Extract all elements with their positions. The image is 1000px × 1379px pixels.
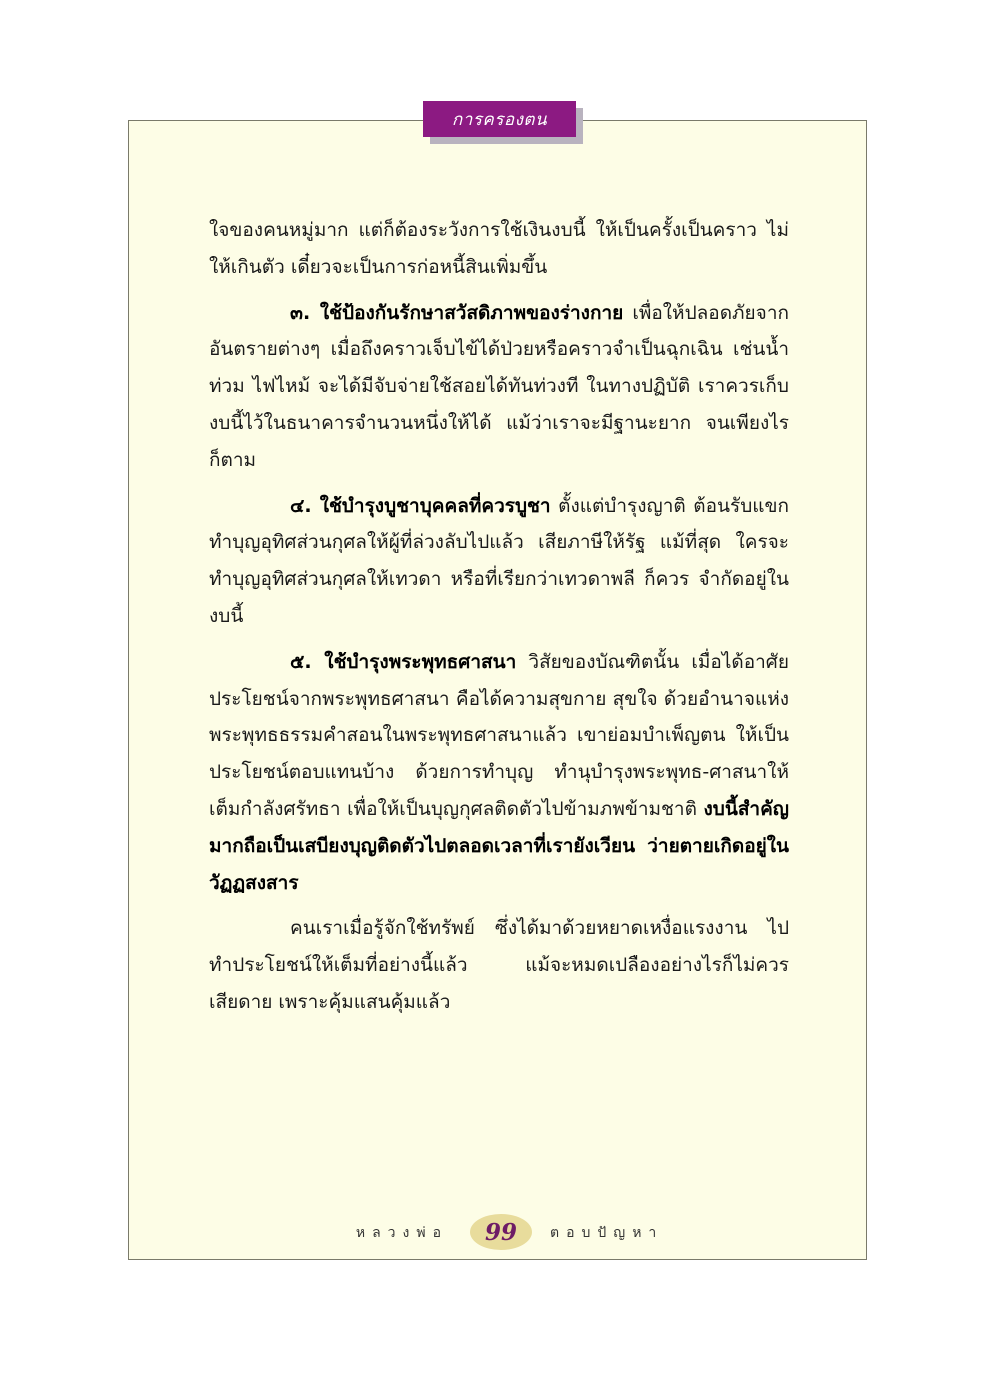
item-3-text: เพื่อให้ปลอดภัยจากอันตรายต่างๆ เมื่อถึงคราวเจ็บไข้ได้ป่วยหรือคราวจำเป็นฉุกเฉิน เช่นน้ำท่วม ไฟไหม้ จะได้มีจับจ่ายใช้สอยได้ทันท่วงที ในทางปฏิบัติ เราควรเก็บงบนี้ไว้ในธนาคารจำนวนหนึ่งให้ได้ แม้ว่าเราจะมีฐานะยาก จนเพียงไรก็ตาม — [209, 301, 789, 471]
paragraph-item-4 — [209, 488, 789, 635]
paragraph-item-3 — [209, 295, 789, 479]
paragraph-item-5 — [209, 644, 789, 902]
page-footer — [0, 1213, 1000, 1253]
item-5-text: วิสัยของบัณฑิตนั้น เมื่อได้อาศัยประโยชน์จากพระพุทธศาสนา คือได้ความสุขกาย สุขใจ ด้วยอำนาจแห่งพระพุทธธรรมคำสอนในพระพุทธศาสนาแล้ว เขาย่อมบำเพ็ญตน ให้เป็นประโยชน์ตอบแทนบ้าง ด้วยการทำบุญ ทำนุบำรุงพระพุทธ-ศาสนาให้เต็มกำลังศรัทธา เพื่อให้เป็นบุญกุศลติดตัวไปข้ามภพข้ามชาติ — [209, 650, 789, 820]
body-text — [209, 212, 789, 1030]
item-4-text: ตั้งแต่บำรุงญาติ ต้อนรับแขก ทำบุญอุทิศส่วนกุศลให้ผู้ที่ล่วงลับไปแล้ว เสียภาษีให้รัฐ แม้ที่สุด ใครจะทำบุญอุทิศส่วนกุศลให้เทวดา หรือที่เรียกว่าเทวดาพลี ก็ควร จำกัดอยู่ในงบนี้ — [209, 494, 789, 627]
footer-book-title-right: ตอบปัญหา — [550, 1225, 664, 1241]
paragraph-conclusion: คนเราเมื่อรู้จักใช้ทรัพย์ ซึ่งได้มาด้วยหยาดเหงื่อแรงงาน ไป ทำประโยชน์ให้เต็มที่อย่างนี้แล้ว แม้จะหมดเปลืองอย่างไรก็ไม่ควร เสียดาย เพราะคุ้มแสนคุ้มแล้ว — [209, 917, 789, 1013]
footer-book-title-left: หลวงพ่อ — [355, 1225, 448, 1241]
paragraph-continuation: ใจของคนหมู่มาก แต่ก็ต้องระวังการใช้เงินงบนี้ ให้เป็นครั้งเป็นคราว ไม่ให้เกินตัว เดี๋ยวจะเป็นการก่อหนี้สินเพิ่มขึ้น — [209, 219, 789, 278]
item-4-heading: ๔. ใช้บำรุงบูชาบุคคลที่ควรบูชา — [290, 494, 551, 517]
item-3-heading: ๓. ใช้ป้องกันรักษาสวัสดิภาพของร่างกาย — [290, 301, 624, 324]
item-5-heading: ๕. ใช้บำรุงพระพุทธศาสนา — [290, 650, 517, 673]
item-5-emphasis: งบนี้สำคัญมากถือเป็นเสบียงบุญติดตัวไปตลอดเวลาที่เรายังเวียน ว่ายตายเกิดอยู่ในวัฏฏสงสาร — [209, 797, 789, 894]
page-number: 99 — [484, 1218, 517, 1246]
chapter-tab: การครองตน — [423, 101, 576, 137]
